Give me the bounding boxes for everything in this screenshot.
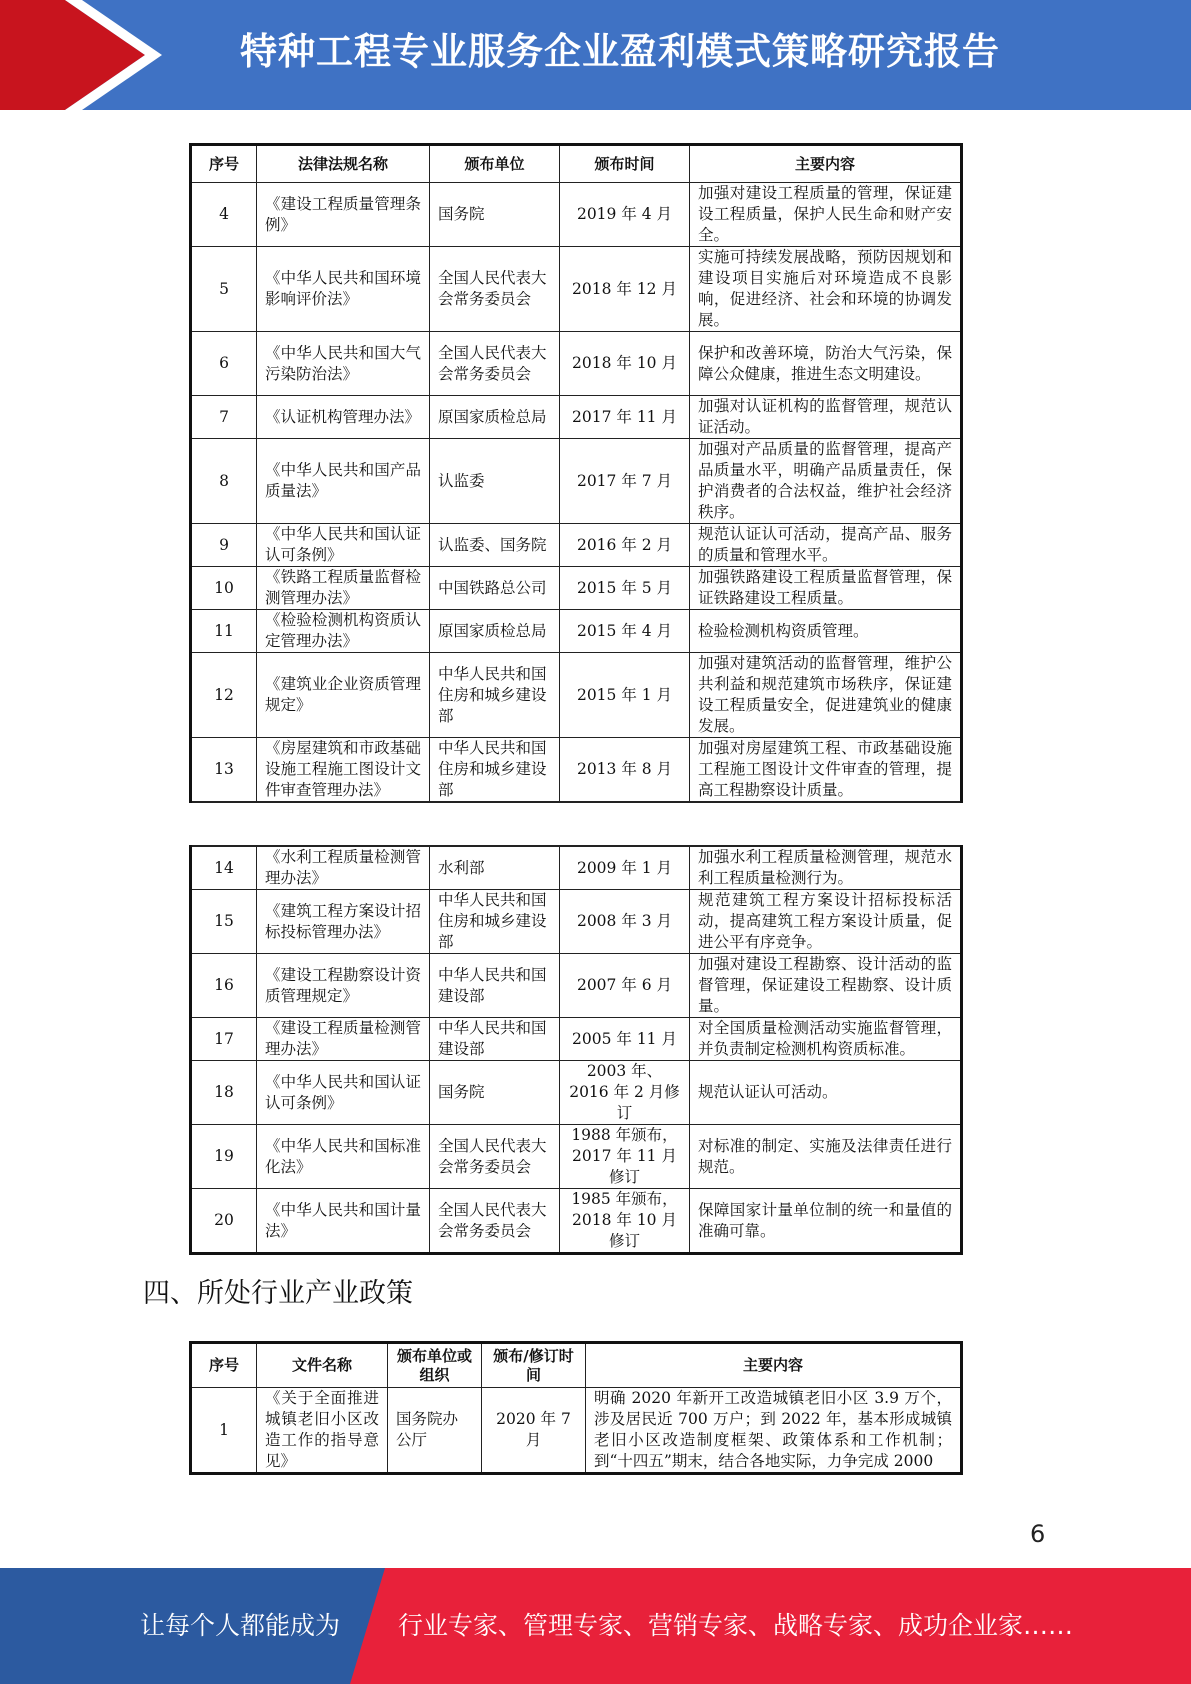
table-header-row bbox=[191, 1343, 962, 1388]
row-issuer: 原国家质检总局 bbox=[430, 396, 560, 439]
row-no: 9 bbox=[191, 524, 257, 567]
footer-slogan-left: 让每个人都能成为 bbox=[140, 1611, 341, 1640]
row-no: 16 bbox=[191, 954, 257, 1018]
table-row bbox=[191, 183, 962, 247]
row-no: 17 bbox=[191, 1018, 257, 1061]
row-name: 《建设工程质量检测管理办法》 bbox=[257, 1018, 430, 1061]
row-no: 5 bbox=[191, 247, 257, 332]
section-heading: 四、所处行业产业政策 bbox=[143, 1278, 413, 1309]
table-row bbox=[191, 610, 962, 653]
row-no: 12 bbox=[191, 653, 257, 738]
row-date: 2017 年 11 月 bbox=[560, 396, 690, 439]
row-date: 2015 年 1 月 bbox=[560, 653, 690, 738]
row-issuer: 国务院 bbox=[430, 183, 560, 247]
row-issuer: 中华人民共和国住房和城乡建设部 bbox=[430, 738, 560, 803]
row-date: 2016 年 2 月 bbox=[560, 524, 690, 567]
row-content: 加强对建设工程勘察、设计活动的监督管理，保证建设工程勘察、设计质量。 bbox=[690, 954, 962, 1018]
policy-table bbox=[189, 1341, 963, 1475]
laws-table-part2 bbox=[189, 845, 963, 1255]
row-date: 1988 年颁布，2017 年 11 月修订 bbox=[560, 1125, 690, 1189]
col-header-date: 颁布/修订时间 bbox=[482, 1343, 586, 1388]
row-date: 1985 年颁布，2018 年 10 月修订 bbox=[560, 1189, 690, 1254]
table-row bbox=[191, 738, 962, 803]
row-issuer: 中华人民共和国住房和城乡建设部 bbox=[430, 653, 560, 738]
col-header-name: 法律法规名称 bbox=[257, 145, 430, 183]
row-content: 加强对认证机构的监督管理，规范认证活动。 bbox=[690, 396, 962, 439]
row-issuer: 中华人民共和国建设部 bbox=[430, 954, 560, 1018]
table-row bbox=[191, 1018, 962, 1061]
row-date: 2015 年 5 月 bbox=[560, 567, 690, 610]
row-content: 实施可持续发展战略，预防因规划和建设项目实施后对环境造成不良影响，促进经济、社会和环境的协调发展。 bbox=[690, 247, 962, 332]
col-header-doc-name: 文件名称 bbox=[257, 1343, 388, 1388]
table-header-row bbox=[191, 145, 962, 183]
row-issuer: 全国人民代表大会常务委员会 bbox=[430, 247, 560, 332]
laws-table-part1 bbox=[189, 143, 963, 803]
row-date: 2003 年、2016 年 2 月修订 bbox=[560, 1061, 690, 1125]
row-name: 《中华人民共和国认证认可条例》 bbox=[257, 524, 430, 567]
col-header-issuer: 颁布单位 bbox=[430, 145, 560, 183]
table-row bbox=[191, 567, 962, 610]
table-row bbox=[191, 890, 962, 954]
row-no: 20 bbox=[191, 1189, 257, 1254]
table-row bbox=[191, 1125, 962, 1189]
row-issuer: 全国人民代表大会常务委员会 bbox=[430, 1125, 560, 1189]
row-content: 加强对建设工程质量的管理，保证建设工程质量，保护人民生命和财产安全。 bbox=[690, 183, 962, 247]
row-content: 对全国质量检测活动实施监督管理，并负责制定检测机构资质标准。 bbox=[690, 1018, 962, 1061]
table-row bbox=[191, 1388, 962, 1474]
row-no: 4 bbox=[191, 183, 257, 247]
col-header-date: 颁布时间 bbox=[560, 145, 690, 183]
report-title: 特种工程专业服务企业盈利模式策略研究报告 bbox=[240, 30, 1000, 73]
row-content: 规范认证认可活动。 bbox=[690, 1061, 962, 1125]
row-content: 对标准的制定、实施及法律责任进行规范。 bbox=[690, 1125, 962, 1189]
row-content: 加强对产品质量的监督管理，提高产品质量水平，明确产品质量责任，保护消费者的合法权益，维护社会经济秩序。 bbox=[690, 439, 962, 524]
row-no: 11 bbox=[191, 610, 257, 653]
row-issuer: 中国铁路总公司 bbox=[430, 567, 560, 610]
row-issuer: 认监委 bbox=[430, 439, 560, 524]
row-name: 《中华人民共和国标准化法》 bbox=[257, 1125, 430, 1189]
row-no: 18 bbox=[191, 1061, 257, 1125]
row-no: 14 bbox=[191, 846, 257, 890]
col-header-no: 序号 bbox=[191, 145, 257, 183]
row-no: 6 bbox=[191, 332, 257, 396]
table-row bbox=[191, 332, 962, 396]
table-row bbox=[191, 247, 962, 332]
row-content: 保障国家计量单位制的统一和量值的准确可靠。 bbox=[690, 1189, 962, 1254]
row-no: 15 bbox=[191, 890, 257, 954]
header-banner bbox=[0, 0, 1191, 110]
row-date: 2015 年 4 月 bbox=[560, 610, 690, 653]
row-issuer: 水利部 bbox=[430, 846, 560, 890]
table-row bbox=[191, 653, 962, 738]
row-date: 2009 年 1 月 bbox=[560, 846, 690, 890]
row-name: 《建筑业企业资质管理规定》 bbox=[257, 653, 430, 738]
page-number: 6 bbox=[1030, 1520, 1046, 1548]
row-no: 1 bbox=[191, 1388, 257, 1474]
table-row bbox=[191, 439, 962, 524]
row-issuer: 原国家质检总局 bbox=[430, 610, 560, 653]
row-name: 《认证机构管理办法》 bbox=[257, 396, 430, 439]
row-date: 2017 年 7 月 bbox=[560, 439, 690, 524]
row-content: 明确 2020 年新开工改造城镇老旧小区 3.9 万个，涉及居民近 700 万户；到 2022 年，基本形成城镇老旧小区改造制度框架、政策体系和工作机制；到“十四五”期末，结合各地实际，力争完成 2000 bbox=[586, 1388, 962, 1474]
row-issuer: 全国人民代表大会常务委员会 bbox=[430, 1189, 560, 1254]
row-name: 《中华人民共和国计量法》 bbox=[257, 1189, 430, 1254]
row-issuer: 国务院办公厅 bbox=[388, 1388, 482, 1474]
row-no: 13 bbox=[191, 738, 257, 803]
row-name: 《中华人民共和国认证认可条例》 bbox=[257, 1061, 430, 1125]
row-issuer: 中华人民共和国建设部 bbox=[430, 1018, 560, 1061]
row-content: 加强对建筑活动的监督管理，维护公共利益和规范建筑市场秩序，保证建设工程质量安全，促进建筑业的健康发展。 bbox=[690, 653, 962, 738]
row-date: 2005 年 11 月 bbox=[560, 1018, 690, 1061]
row-date: 2013 年 8 月 bbox=[560, 738, 690, 803]
row-issuer: 认监委、国务院 bbox=[430, 524, 560, 567]
row-issuer: 国务院 bbox=[430, 1061, 560, 1125]
row-date: 2018 年 12 月 bbox=[560, 247, 690, 332]
col-header-issuer: 颁布单位或组织 bbox=[388, 1343, 482, 1388]
row-issuer: 全国人民代表大会常务委员会 bbox=[430, 332, 560, 396]
table-row bbox=[191, 1189, 962, 1254]
row-name: 《水利工程质量检测管理办法》 bbox=[257, 846, 430, 890]
row-content: 保护和改善环境，防治大气污染，保障公众健康，推进生态文明建设。 bbox=[690, 332, 962, 396]
table-row bbox=[191, 1061, 962, 1125]
row-name: 《中华人民共和国环境影响评价法》 bbox=[257, 247, 430, 332]
row-name: 《检验检测机构资质认定管理办法》 bbox=[257, 610, 430, 653]
row-issuer: 中华人民共和国住房和城乡建设部 bbox=[430, 890, 560, 954]
row-content: 规范认证认可活动，提高产品、服务的质量和管理水平。 bbox=[690, 524, 962, 567]
row-content: 加强水利工程质量检测管理，规范水利工程质量检测行为。 bbox=[690, 846, 962, 890]
col-header-no: 序号 bbox=[191, 1343, 257, 1388]
row-content: 加强铁路建设工程质量监督管理，保证铁路建设工程质量。 bbox=[690, 567, 962, 610]
row-date: 2007 年 6 月 bbox=[560, 954, 690, 1018]
row-content: 检验检测机构资质管理。 bbox=[690, 610, 962, 653]
table-row bbox=[191, 846, 962, 890]
row-no: 8 bbox=[191, 439, 257, 524]
row-name: 《中华人民共和国大气污染防治法》 bbox=[257, 332, 430, 396]
col-header-content: 主要内容 bbox=[690, 145, 962, 183]
row-name: 《中华人民共和国产品质量法》 bbox=[257, 439, 430, 524]
row-name: 《建筑工程方案设计招标投标管理办法》 bbox=[257, 890, 430, 954]
row-content: 规范建筑工程方案设计招标投标活动，提高建筑工程方案设计质量，促进公平有序竞争。 bbox=[690, 890, 962, 954]
footer-slogan-right: 行业专家、管理专家、营销专家、战略专家、成功企业家…… bbox=[398, 1611, 1074, 1640]
row-no: 7 bbox=[191, 396, 257, 439]
row-date: 2019 年 4 月 bbox=[560, 183, 690, 247]
table-row bbox=[191, 524, 962, 567]
row-name: 《建设工程勘察设计资质管理规定》 bbox=[257, 954, 430, 1018]
row-name: 《房屋建筑和市政基础设施工程施工图设计文件审查管理办法》 bbox=[257, 738, 430, 803]
row-date: 2020 年 7 月 bbox=[482, 1388, 586, 1474]
table-row bbox=[191, 954, 962, 1018]
row-content: 加强对房屋建筑工程、市政基础设施工程施工图设计文件审查的管理，提高工程勘察设计质量。 bbox=[690, 738, 962, 803]
table-row bbox=[191, 396, 962, 439]
row-no: 19 bbox=[191, 1125, 257, 1189]
col-header-content: 主要内容 bbox=[586, 1343, 962, 1388]
footer-banner bbox=[0, 1568, 1191, 1684]
row-date: 2008 年 3 月 bbox=[560, 890, 690, 954]
row-name: 《铁路工程质量监督检测管理办法》 bbox=[257, 567, 430, 610]
row-no: 10 bbox=[191, 567, 257, 610]
row-name: 《建设工程质量管理条例》 bbox=[257, 183, 430, 247]
row-date: 2018 年 10 月 bbox=[560, 332, 690, 396]
row-name: 《关于全面推进城镇老旧小区改造工作的指导意见》 bbox=[257, 1388, 388, 1474]
